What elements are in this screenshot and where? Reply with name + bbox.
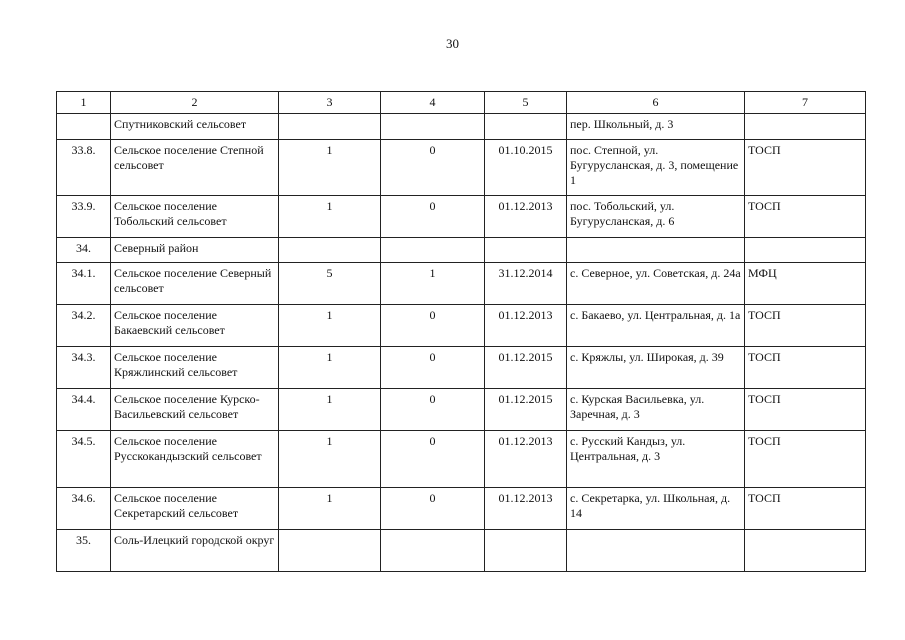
type-cell: ТОСП	[745, 196, 866, 238]
address-cell: пос. Тобольский, ул. Бугурусланская, д. 6	[567, 196, 745, 238]
row-number-cell: 35.	[57, 530, 111, 572]
row-number-cell: 34.	[57, 238, 111, 263]
address-cell: с. Курская Васильевка, ул. Заречная, д. 3	[567, 389, 745, 431]
date-cell: 01.12.2013	[485, 431, 567, 488]
settlement-name-cell: Сельское поселение Степной сельсовет	[111, 140, 279, 196]
date-cell	[485, 238, 567, 263]
column-header: 5	[485, 92, 567, 114]
count-cell: 0	[381, 488, 485, 530]
column-header: 7	[745, 92, 866, 114]
address-cell: с. Северное, ул. Советская, д. 24а	[567, 263, 745, 305]
table-row	[57, 114, 866, 140]
table-row	[57, 263, 866, 305]
count-cell: 1	[279, 140, 381, 196]
address-cell: пос. Степной, ул. Бугурусланская, д. 3, помещение 1	[567, 140, 745, 196]
count-cell	[279, 238, 381, 263]
count-cell: 0	[381, 305, 485, 347]
type-cell	[745, 238, 866, 263]
count-cell: 1	[279, 196, 381, 238]
type-cell	[745, 114, 866, 140]
date-cell: 31.12.2014	[485, 263, 567, 305]
table-row	[57, 238, 866, 263]
count-cell: 0	[381, 389, 485, 431]
address-cell: с. Русский Кандыз, ул. Центральная, д. 3	[567, 431, 745, 488]
row-number-cell: 34.1.	[57, 263, 111, 305]
settlement-name-cell: Спутниковский сельсовет	[111, 114, 279, 140]
date-cell: 01.12.2013	[485, 196, 567, 238]
settlement-name-cell: Сельское поселение Бакаевский сельсовет	[111, 305, 279, 347]
type-cell: ТОСП	[745, 347, 866, 389]
table-row	[57, 196, 866, 238]
count-cell: 0	[381, 140, 485, 196]
row-number-cell: 33.8.	[57, 140, 111, 196]
settlement-name-cell: Сельское поселение Северный сельсовет	[111, 263, 279, 305]
table-row	[57, 530, 866, 572]
table-row	[57, 431, 866, 488]
date-cell	[485, 530, 567, 572]
type-cell: МФЦ	[745, 263, 866, 305]
column-header: 6	[567, 92, 745, 114]
count-cell	[381, 114, 485, 140]
settlement-name-cell: Сельское поселение Кряжлинский сельсовет	[111, 347, 279, 389]
type-cell: ТОСП	[745, 431, 866, 488]
row-number-cell: 34.5.	[57, 431, 111, 488]
count-cell: 1	[279, 347, 381, 389]
row-number-cell	[57, 114, 111, 140]
row-number-cell: 34.6.	[57, 488, 111, 530]
row-number-cell: 33.9.	[57, 196, 111, 238]
row-number-cell: 34.2.	[57, 305, 111, 347]
column-header: 2	[111, 92, 279, 114]
count-cell: 1	[279, 305, 381, 347]
type-cell: ТОСП	[745, 488, 866, 530]
type-cell: ТОСП	[745, 389, 866, 431]
settlement-name-cell: Сельское поселение Тобольский сельсовет	[111, 196, 279, 238]
table-row	[57, 488, 866, 530]
count-cell: 1	[279, 389, 381, 431]
address-cell	[567, 238, 745, 263]
address-cell: с. Секретарка, ул. Школьная, д. 14	[567, 488, 745, 530]
column-header: 3	[279, 92, 381, 114]
address-cell	[567, 530, 745, 572]
count-cell	[279, 114, 381, 140]
date-cell: 01.12.2013	[485, 488, 567, 530]
services-table	[56, 91, 866, 572]
date-cell	[485, 114, 567, 140]
type-cell: ТОСП	[745, 305, 866, 347]
count-cell	[381, 530, 485, 572]
type-cell	[745, 530, 866, 572]
count-cell: 0	[381, 347, 485, 389]
row-number-cell: 34.4.	[57, 389, 111, 431]
settlement-name-cell: Соль-Илецкий городской округ	[111, 530, 279, 572]
page-number: 30	[446, 36, 459, 51]
settlement-name-cell: Сельское поселение Русскокандызский сельсовет	[111, 431, 279, 488]
count-cell	[381, 238, 485, 263]
table-row	[57, 140, 866, 196]
count-cell: 1	[381, 263, 485, 305]
column-header: 1	[57, 92, 111, 114]
row-number-cell: 34.3.	[57, 347, 111, 389]
date-cell: 01.12.2015	[485, 347, 567, 389]
settlement-name-cell: Сельское поселение Секретарский сельсовет	[111, 488, 279, 530]
settlement-name-cell: Северный район	[111, 238, 279, 263]
header-row	[57, 92, 866, 114]
count-cell	[279, 530, 381, 572]
date-cell: 01.12.2015	[485, 389, 567, 431]
count-cell: 5	[279, 263, 381, 305]
address-cell: с. Бакаево, ул. Центральная, д. 1а	[567, 305, 745, 347]
count-cell: 1	[279, 488, 381, 530]
address-cell: с. Кряжлы, ул. Широкая, д. 39	[567, 347, 745, 389]
address-cell: пер. Школьный, д. 3	[567, 114, 745, 140]
date-cell: 01.10.2015	[485, 140, 567, 196]
count-cell: 0	[381, 196, 485, 238]
table-row	[57, 347, 866, 389]
table-row	[57, 389, 866, 431]
count-cell: 1	[279, 431, 381, 488]
date-cell: 01.12.2013	[485, 305, 567, 347]
column-header: 4	[381, 92, 485, 114]
count-cell: 0	[381, 431, 485, 488]
table-row	[57, 305, 866, 347]
type-cell: ТОСП	[745, 140, 866, 196]
settlement-name-cell: Сельское поселение Курско-Васильевский сельсовет	[111, 389, 279, 431]
